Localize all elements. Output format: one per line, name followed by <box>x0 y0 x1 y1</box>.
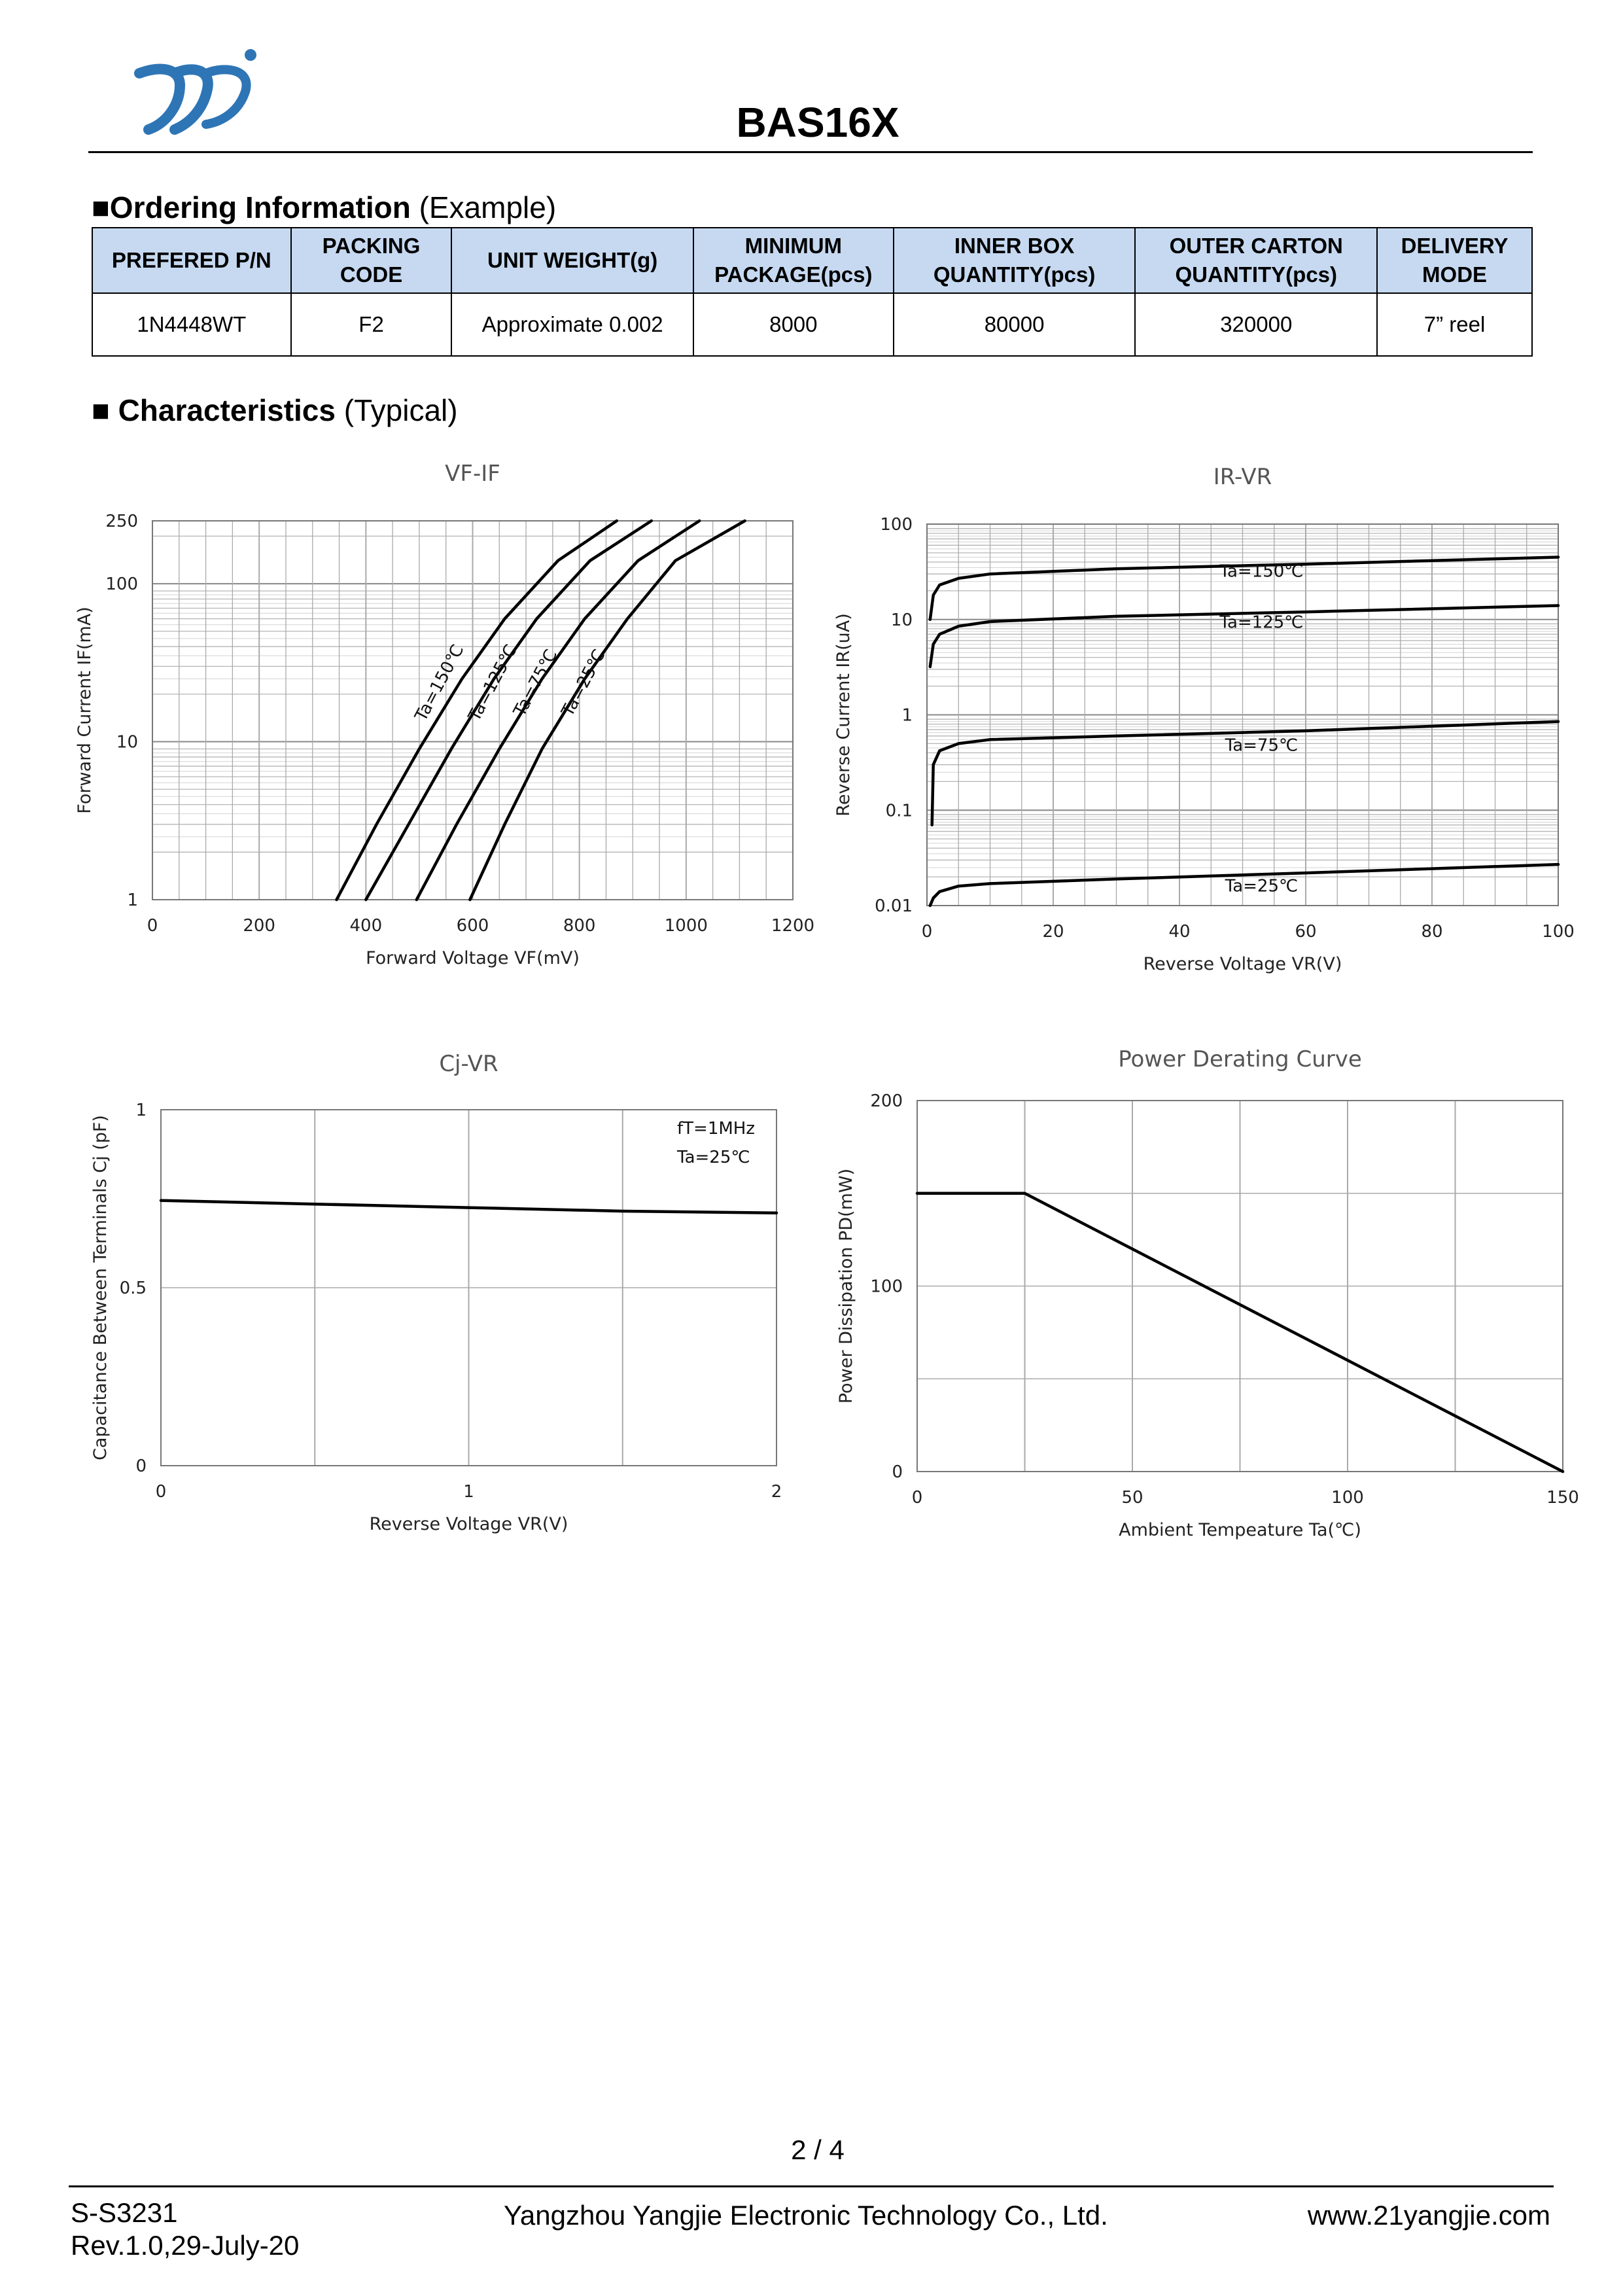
table-cell: 1N4448WT <box>92 293 291 356</box>
characteristics-title-rest: (Typical) <box>335 393 458 427</box>
x-tick-label: 100 <box>1542 922 1575 942</box>
document-id: S-S3231 <box>71 2197 178 2228</box>
chart-title: VF-IF <box>445 461 500 487</box>
header-text: DELIVERY <box>1401 234 1509 258</box>
x-tick-label: 60 <box>1295 922 1317 942</box>
x-tick-label: 2 <box>771 1482 782 1502</box>
characteristics-section-title: ■ Characteristics (Typical) <box>92 393 458 427</box>
page-number: 2 / 4 <box>791 2134 845 2165</box>
y-tick-label: 0 <box>892 1462 903 1482</box>
company-name: Yangzhou Yangjie Electronic Technology Co., Ltd. <box>504 2200 1108 2231</box>
header-text: QUANTITY(pcs) <box>1175 262 1338 287</box>
header-text: MODE <box>1422 262 1488 287</box>
series-label: Ta=125℃ <box>1219 612 1304 633</box>
ordering-title-bold: Ordering Information <box>109 190 411 224</box>
series-label: Ta=150℃ <box>1219 561 1304 582</box>
x-tick-label: 1 <box>463 1482 474 1502</box>
revision: Rev.1.0,29-July-20 <box>71 2230 300 2261</box>
y-tick-label: 100 <box>105 574 138 595</box>
header-text: PACKAGE(pcs) <box>714 262 873 287</box>
ordering-section-title: ■Ordering Information (Example) <box>92 190 557 224</box>
y-tick-label: 0.01 <box>875 896 913 916</box>
series-label: Ta=75℃ <box>1225 735 1299 756</box>
y-tick-label: 1 <box>901 705 913 726</box>
ordering-title-rest: (Example) <box>410 190 557 224</box>
x-tick-label: 100 <box>1331 1488 1364 1508</box>
series-label: Ta=25℃ <box>1225 876 1299 896</box>
ir-vr-chart <box>824 451 1583 995</box>
table-cell: 7” reel <box>1377 293 1532 356</box>
y-tick-label: 10 <box>116 732 138 752</box>
table-header-cell <box>291 228 452 293</box>
series-label: Ta=25℃ <box>558 646 610 720</box>
table-header-cell <box>1135 228 1377 293</box>
x-axis-label: Reverse Voltage VR(V) <box>369 1514 568 1534</box>
power-derating-chart <box>824 1027 1583 1557</box>
y-tick-label: 100 <box>880 515 913 535</box>
y-tick-label: 1 <box>135 1101 147 1120</box>
table-header-cell <box>451 228 693 293</box>
header-divider <box>88 151 1533 153</box>
x-tick-label: 0 <box>155 1482 167 1502</box>
vf-if-chart <box>65 451 824 995</box>
y-tick-label: 1 <box>127 891 138 910</box>
y-tick-label: 0.5 <box>119 1279 147 1298</box>
x-axis-label: Reverse Voltage VR(V) <box>1143 954 1342 974</box>
header-text: CODE <box>340 262 403 287</box>
table-header-cell <box>1377 228 1532 293</box>
y-tick-label: 100 <box>870 1277 903 1297</box>
x-tick-label: 0 <box>147 916 158 936</box>
table-cell: 320000 <box>1135 293 1377 356</box>
header-text: PACKING <box>322 234 421 258</box>
footer-divider <box>69 2185 1554 2187</box>
table-cell: F2 <box>291 293 452 356</box>
table-cell: Approximate 0.002 <box>451 293 693 356</box>
header-text: UNIT WEIGHT(g) <box>487 248 658 272</box>
y-tick-label: 0.1 <box>885 801 913 821</box>
table-header-row <box>92 228 1532 293</box>
header-text: QUANTITY(pcs) <box>933 262 1096 287</box>
chart-grid <box>917 1101 1563 1472</box>
chart-title: Power Derating Curve <box>1118 1046 1362 1072</box>
x-tick-label: 1200 <box>771 916 815 936</box>
y-tick-label: 10 <box>890 610 913 630</box>
table-row <box>92 293 1532 356</box>
header-text: OUTER CARTON <box>1169 234 1343 258</box>
chart-title: Cj-VR <box>439 1051 498 1077</box>
document-title: BAS16X <box>736 99 899 146</box>
x-tick-label: 80 <box>1421 922 1443 942</box>
series-label: Ta=75℃ <box>510 646 562 720</box>
y-axis-label: Forward Current IF(mA) <box>75 607 95 814</box>
x-tick-label: 1000 <box>664 916 708 936</box>
x-tick-label: 600 <box>456 916 489 936</box>
table-header-cell <box>693 228 894 293</box>
y-tick-label: 200 <box>870 1091 903 1111</box>
x-tick-label: 0 <box>911 1488 923 1508</box>
x-axis-label: Ambient Tempeature Ta(℃) <box>1119 1520 1361 1540</box>
x-tick-label: 800 <box>563 916 596 936</box>
x-tick-label: 400 <box>349 916 383 936</box>
table-cell: 80000 <box>894 293 1136 356</box>
ordering-table <box>92 227 1533 357</box>
y-axis-label: Power Dissipation PD(mW) <box>836 1168 856 1404</box>
series-line-ta-125 <box>366 521 652 900</box>
x-tick-label: 150 <box>1546 1488 1579 1508</box>
x-tick-label: 0 <box>921 922 933 942</box>
series-label: Ta=125℃ <box>464 641 522 725</box>
table-header-cell <box>92 228 291 293</box>
company-logo <box>134 46 265 144</box>
chart-annotation: fT=1MHz <box>677 1119 755 1139</box>
header-text: PREFERED P/N <box>111 248 271 272</box>
x-tick-label: 200 <box>243 916 275 936</box>
x-tick-label: 40 <box>1168 922 1191 942</box>
y-axis-label: Reverse Current IR(uA) <box>833 613 854 817</box>
header-text: MINIMUM <box>744 234 843 258</box>
y-axis-label: Capacitance Between Terminals Cj (pF) <box>90 1115 111 1460</box>
cj-vr-chart <box>65 1034 824 1544</box>
x-tick-label: 20 <box>1042 922 1064 942</box>
table-header-cell <box>894 228 1136 293</box>
header-text: INNER BOX <box>954 234 1075 258</box>
x-axis-label: Forward Voltage VF(mV) <box>366 948 580 968</box>
table-cell: 8000 <box>693 293 894 356</box>
characteristics-title-bold: Characteristics <box>118 393 336 427</box>
website-link[interactable]: www.21yangjie.com <box>1307 2200 1550 2231</box>
series-label: Ta=150℃ <box>411 641 468 725</box>
chart-annotation: Ta=25℃ <box>677 1148 750 1167</box>
chart-title: IR-VR <box>1213 464 1272 490</box>
y-tick-label: 250 <box>105 512 138 531</box>
y-tick-label: 0 <box>135 1457 147 1476</box>
x-tick-label: 50 <box>1121 1488 1143 1508</box>
